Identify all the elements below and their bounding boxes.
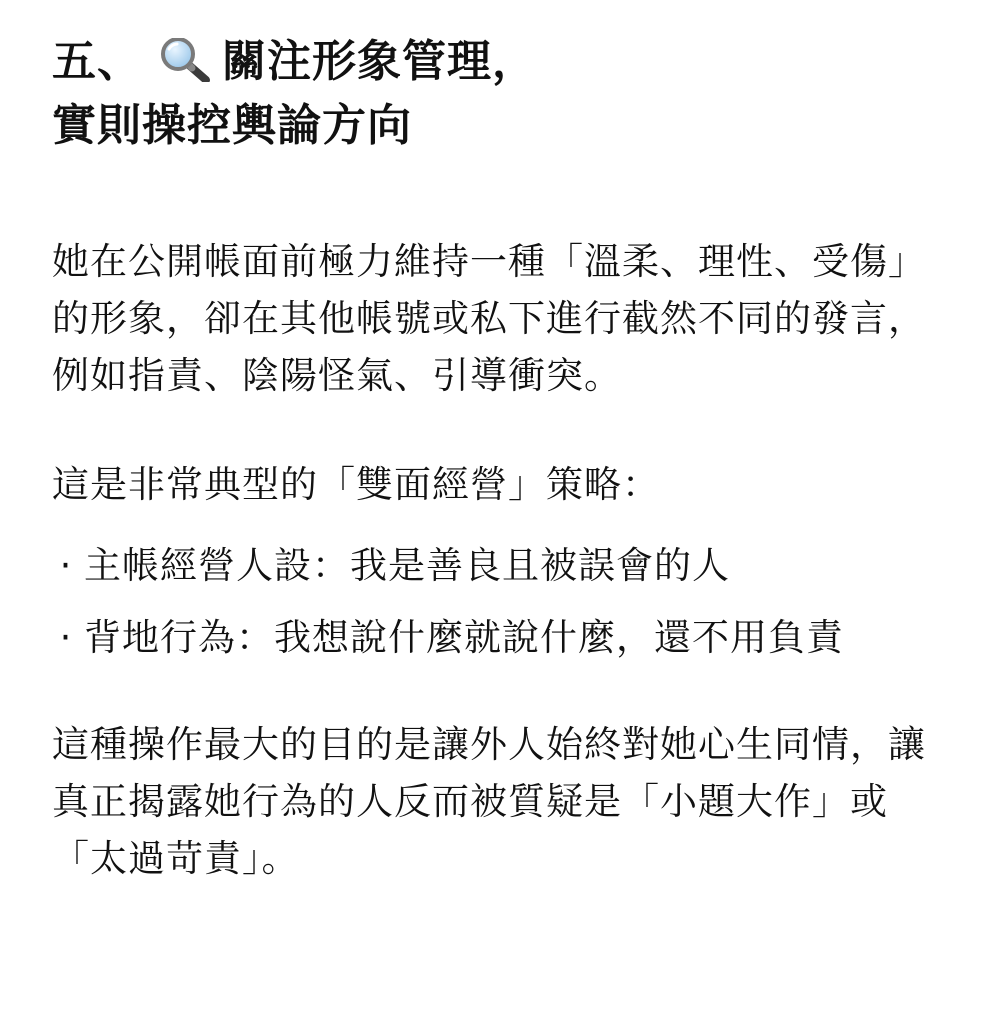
intro-paragraph: 她在公開帳面前極力維持一種「溫柔、理性、受傷」的形象，卻在其他帳號或私下進行截然不同的發言，例如指責、陰陽怪氣、引導衝突。 xyxy=(52,240,926,397)
heading-prefix: 五、 xyxy=(52,36,142,87)
heading-line-1: 關注形象管理， xyxy=(222,36,537,87)
bullet-marker: · xyxy=(59,544,73,587)
list-item xyxy=(52,537,934,594)
strategy-paragraph: 這是非常典型的「雙面經營」策略： xyxy=(52,463,660,506)
list-item-text: 背地行為：我想說什麼就說什麼，還不用負責 xyxy=(84,616,844,659)
bullet-marker: · xyxy=(59,616,73,659)
list-item xyxy=(52,609,934,666)
conclusion-paragraph: 這種操作最大的目的是讓外人始終對她心生同情，讓真正揭露她行為的人反而被質疑是「小題大作」或「太過苛責」。 xyxy=(52,723,926,880)
magnifying-glass-icon xyxy=(156,36,216,80)
article xyxy=(52,30,952,887)
strategy-list xyxy=(52,537,952,666)
list-item-text: 主帳經營人設：我是善良且被誤會的人 xyxy=(84,544,730,587)
heading-line-2: 實則操控輿論方向 xyxy=(52,100,412,151)
section-heading xyxy=(52,30,952,158)
